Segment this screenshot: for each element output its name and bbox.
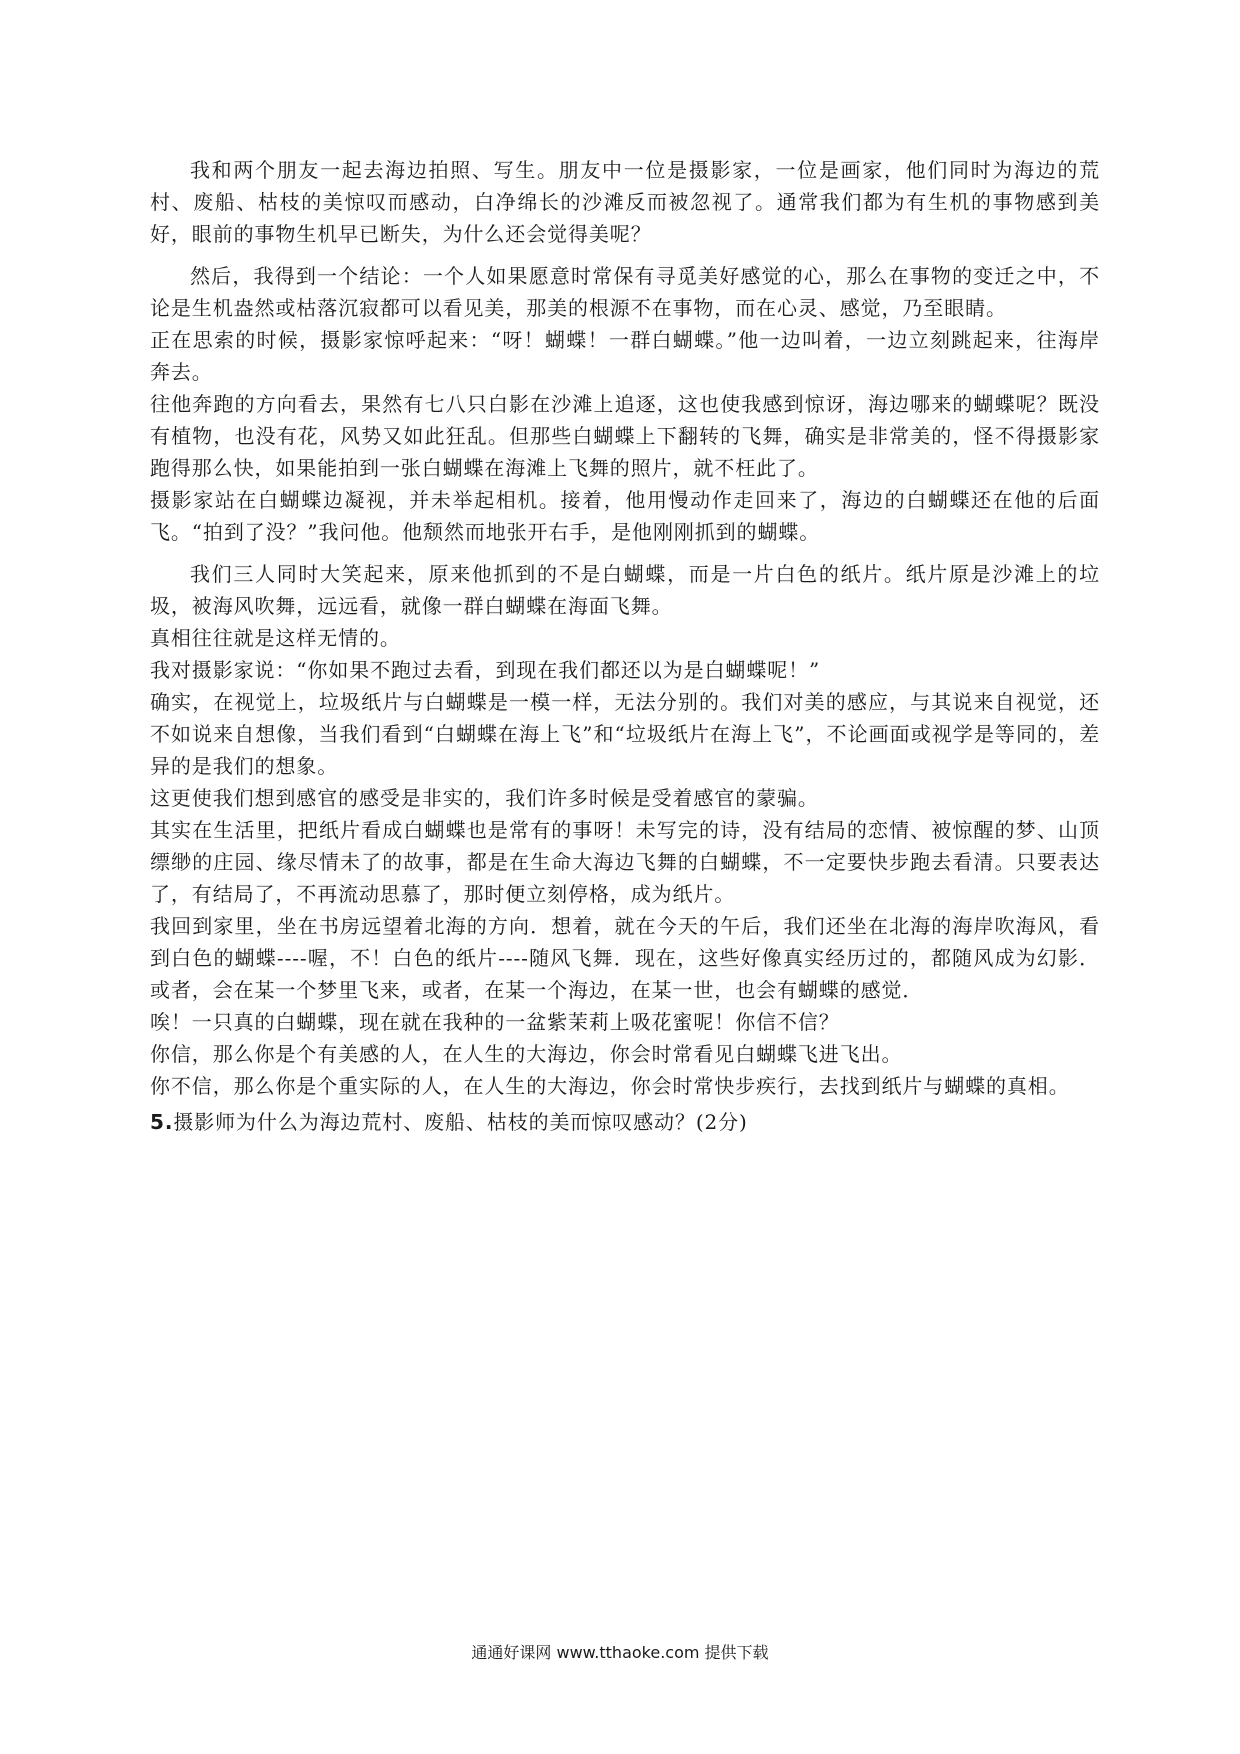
article-body — [150, 154, 1100, 1138]
paragraph: 我回到家里，坐在书房远望着北海的方向．想着，就在今天的午后，我们还坐在北海的海岸吹海风，看到白色的蝴蝶----喔，不！白色的纸片----随风飞舞．现在，这些好像真实经历过的，都随风成为幻影．或者，会在某一个梦里飞来，或者，在某一个海边，在某一世，也会有蝴蝶的感觉． — [150, 914, 1100, 1002]
question-number: 5. — [150, 1110, 174, 1134]
paragraph: 你信，那么你是个有美感的人，在人生的大海边，你会时常看见白蝴蝶飞进飞出。 — [150, 1042, 903, 1066]
paragraph: 然后，我得到一个结论：一个人如果愿意时常保有寻觅美好感觉的心，那么在事物的变迁之中，不论是生机盎然或枯落沉寂都可以看见美，那美的根源不在事物，而在心灵、感觉，乃至眼睛。 — [150, 264, 1100, 320]
paragraph: 你不信，那么你是个重实际的人，在人生的大海边，你会时常快步疾行，去找到纸片与蝴蝶的真相。 — [150, 1074, 1070, 1098]
paragraph: 摄影家站在白蝴蝶边凝视，并未举起相机。接着，他用慢动作走回来了，海边的白蝴蝶还在他的后面飞。“拍到了没？”我问他。他颓然而地张开右手，是他刚刚抓到的蝴蝶。 — [150, 488, 1100, 544]
question-5 — [150, 1106, 1100, 1138]
paragraph: 真相往往就是这样无情的。 — [150, 626, 401, 650]
page-footer: 通通好课网 www.tthaoke.com 提供下载 — [471, 1643, 769, 1662]
paragraph: 这更使我们想到感官的感受是非实的，我们许多时候是受着感官的蒙骗。 — [150, 786, 819, 810]
paragraph: 我和两个朋友一起去海边拍照、写生。朋友中一位是摄影家，一位是画家，他们同时为海边的荒村、废船、枯枝的美惊叹而感动，白净绵长的沙滩反而被忽视了。通常我们都为有生机的事物感到美好，眼前的事物生机早已断失，为什么还会觉得美呢？ — [150, 158, 1100, 246]
paragraph: 正在思索的时候，摄影家惊呼起来：“呀！蝴蝶！一群白蝴蝶。”他一边叫着，一边立刻跳起来，往海岸奔去。 — [150, 328, 1100, 384]
paragraph: 其实在生活里，把纸片看成白蝴蝶也是常有的事呀！未写完的诗，没有结局的恋情、被惊醒的梦、山顶缥缈的庄园、缘尽情未了的故事，都是在生命大海边飞舞的白蝴蝶，不一定要快步跑去看清。只要表达了，有结局了，不再流动思慕了，那时便立刻停格，成为纸片。 — [150, 818, 1100, 906]
question-text: 摄影师为什么为海边荒村、废船、枯枝的美而惊叹感动？(2分) — [173, 1110, 748, 1134]
paragraph: 我对摄影家说：“你如果不跑过去看，到现在我们都还以为是白蝴蝶呢！” — [150, 658, 821, 682]
paragraph: 唉！一只真的白蝴蝶，现在就在我种的一盆紫茉莉上吸花蜜呢！你信不信？ — [150, 1010, 840, 1034]
paragraph: 确实，在视觉上，垃圾纸片与白蝴蝶是一模一样，无法分别的。我们对美的感应，与其说来自视觉，还不如说来自想像，当我们看到“白蝴蝶在海上飞”和“垃圾纸片在海上飞”，不论画面或视学是等同的，差异的是我们的想象。 — [150, 690, 1100, 778]
paragraph: 往他奔跑的方向看去，果然有七八只白影在沙滩上追逐，这也使我感到惊讶，海边哪来的蝴蝶呢？既没有植物，也没有花，风势又如此狂乱。但那些白蝴蝶上下翻转的飞舞，确实是非常美的，怪不得摄影家跑得那么快，如果能拍到一张白蝴蝶在海滩上飞舞的照片，就不枉此了。 — [150, 392, 1100, 480]
paragraph: 我们三人同时大笑起来，原来他抓到的不是白蝴蝶，而是一片白色的纸片。纸片原是沙滩上的垃圾，被海风吹舞，远远看，就像一群白蝴蝶在海面飞舞。 — [150, 562, 1100, 618]
